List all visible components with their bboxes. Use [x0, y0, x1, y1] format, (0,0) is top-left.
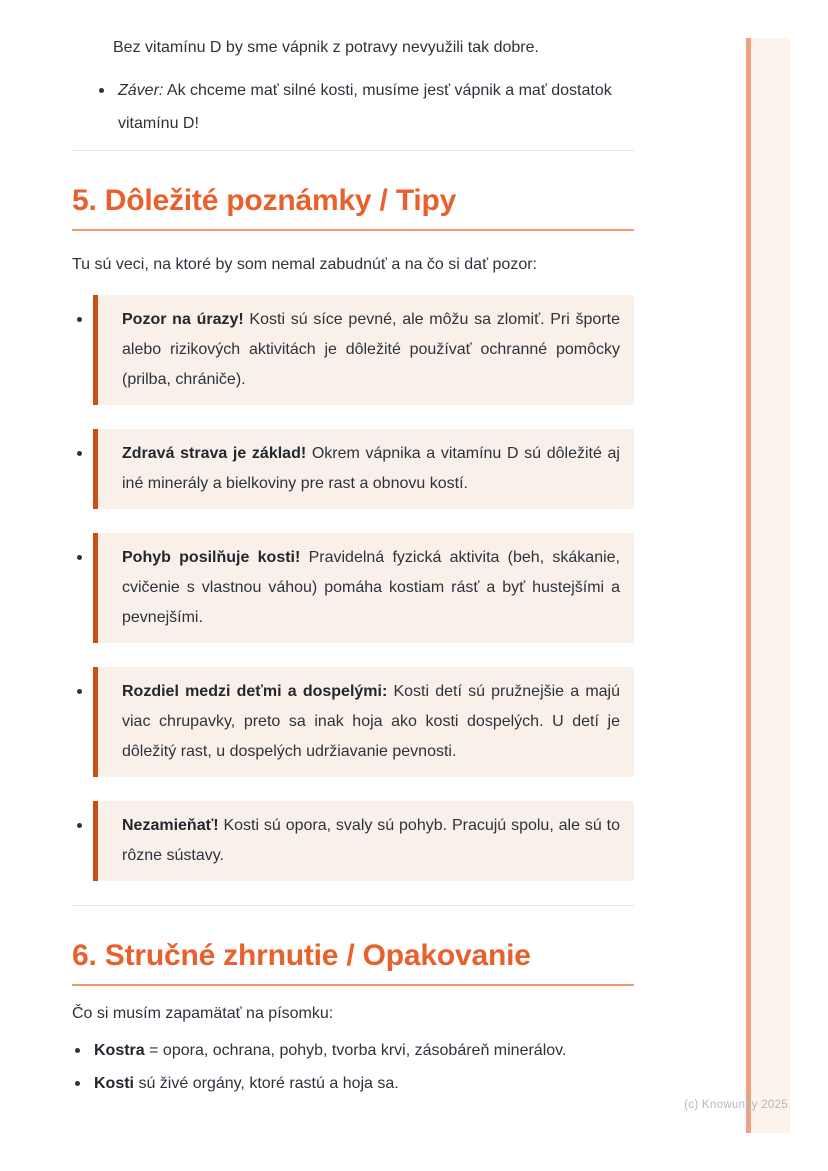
callout-diet: [93, 429, 634, 509]
conclusion-label: Záver:: [118, 82, 164, 99]
section-6-heading: 6. Stručné zhrnutie / Opakovanie: [72, 938, 634, 986]
list-item-tip: [93, 667, 634, 777]
conclusion-text: Ak chceme mať silné kosti, musíme jesť vápnik a mať dostatok vitamínu D!: [118, 82, 612, 132]
list-item-tip: [93, 429, 634, 509]
section-5: [72, 183, 634, 881]
callout-injuries: [93, 295, 634, 405]
list-item-summary: [94, 1034, 634, 1067]
callout-text: Kosti sú opora, svaly sú pohyb. Pracujú spolu, ale sú to rôzne sústavy.: [122, 817, 620, 864]
callout-text: Pravidelná fyzická aktivita (beh, skákanie, cvičenie s vlastnou váhou) pomáha kostiam rásť a byť hustejšími a pevnejšími.: [122, 549, 620, 626]
section-6-intro: Čo si musím zapamätať na písomku:: [72, 1005, 334, 1022]
callout-lead: Nezamieňať!: [122, 817, 219, 834]
section-5-intro: Tu sú veci, na ktoré by som nemal zabudnúť a na čo si dať pozor:: [72, 256, 537, 273]
summary-term: Kosti: [94, 1075, 134, 1092]
tips-list: [72, 295, 634, 881]
callout-lead: Pozor na úrazy!: [122, 311, 244, 328]
copyright-notice: (c) Knowunity 2025: [684, 1099, 788, 1111]
paragraph-vitamin-d: Bez vitamínu D by sme vápnik z potravy nevyužili tak dobre.: [113, 39, 539, 56]
callout-exercise: [93, 533, 634, 643]
callout-bones-muscles: [93, 801, 634, 881]
callout-text: Kosti sú síce pevné, ale môžu sa zlomiť. Pri športe alebo rizikových aktivitách je dôležité používať ochranné pomôcky (prilba, chrániče).: [122, 311, 620, 388]
list-item-summary: [94, 1067, 634, 1100]
list-item-tip: [93, 533, 634, 643]
callout-text: Okrem vápnika a vitamínu D sú dôležité aj iné minerály a bielkoviny pre rast a obnovu kostí.: [122, 445, 620, 492]
document-content: [72, 0, 634, 1100]
summary-list: [72, 1034, 634, 1100]
list-item-conclusion: [118, 74, 634, 140]
section-5-heading: 5. Dôležité poznámky / Tipy: [72, 183, 634, 231]
summary-term: Kostra: [94, 1042, 145, 1059]
callout-text: Kosti detí sú pružnejšie a majú viac chrupavky, preto sa inak hoja ako kosti dospelých. U detí je dôležitý rast, u dospelých udržiavanie pevnosti.: [122, 683, 620, 760]
summary-text: = opora, ochrana, pohyb, tvorba krvi, zásobáreň minerálov.: [144, 1042, 567, 1059]
callout-lead: Pohyb posilňuje kosti!: [122, 549, 301, 566]
conclusion-list: [72, 74, 634, 140]
section-6: [72, 938, 634, 1100]
list-item-tip: [93, 801, 634, 881]
section-divider: [72, 905, 634, 906]
summary-text: sú živé orgány, ktoré rastú a hoja sa.: [134, 1075, 399, 1092]
callout-lead: Zdravá strava je základ!: [122, 445, 307, 462]
callout-children-adults: [93, 667, 634, 777]
list-item-tip: [93, 295, 634, 405]
callout-lead: Rozdiel medzi deťmi a dospelými:: [122, 683, 388, 700]
page-edge-stripe: [746, 38, 790, 1133]
section-divider: [72, 150, 634, 151]
